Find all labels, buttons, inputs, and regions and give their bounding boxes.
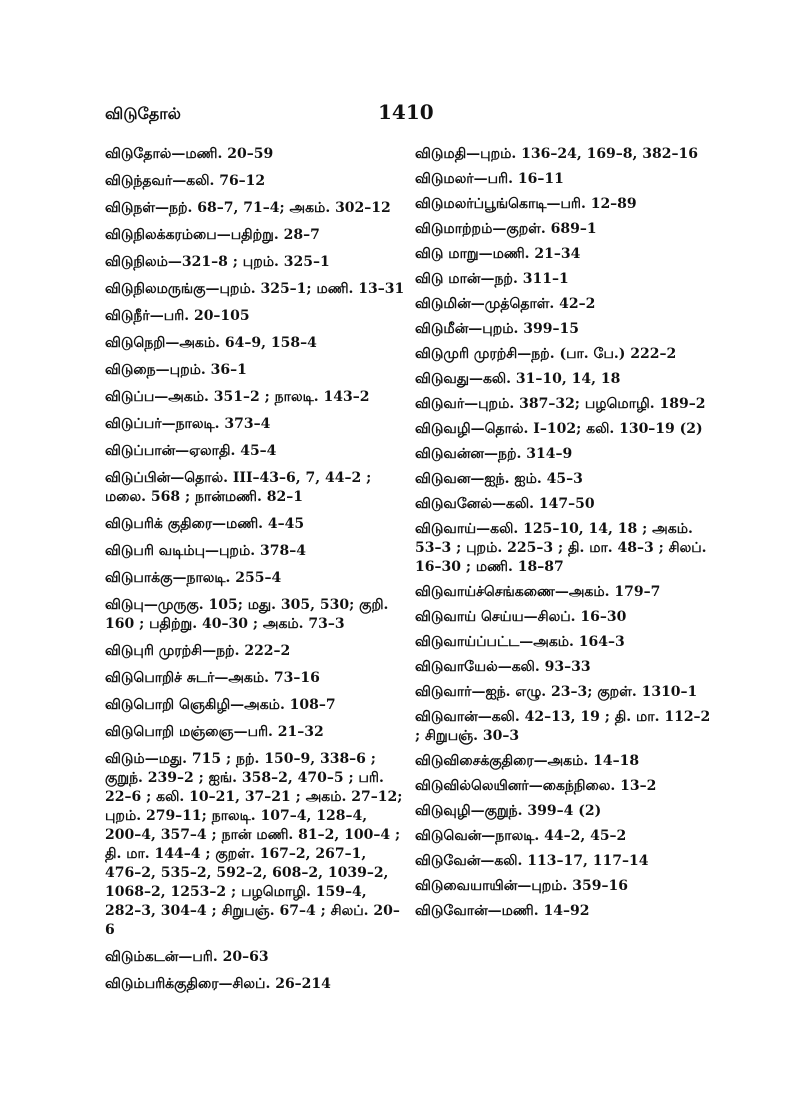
index-entry: விடுமின்—முத்தொள். 42–2 bbox=[415, 296, 596, 312]
running-head: விடுதோல் bbox=[105, 104, 181, 123]
index-entry: விடுவாயேல்—கலி. 93–33 bbox=[415, 659, 591, 675]
index-entry: விடுநிலக்கரம்பை—பதிற்று. 28–7 bbox=[105, 227, 320, 243]
right-column bbox=[415, 145, 715, 927]
index-entry: விடுவுழி—குறுந். 399–4 (2) bbox=[415, 803, 602, 819]
index-entry: விடுபொறிச் சுடர்—அகம். 73–16 bbox=[105, 670, 320, 686]
index-entry: விடுபொறி மஞ்ஞை—பரி. 21–32 bbox=[105, 724, 324, 740]
index-entry: விடுவோன்—மணி. 14–92 bbox=[415, 903, 590, 919]
index-entry: விடு மாறு—மணி. 21–34 bbox=[415, 246, 581, 262]
index-entry: விடுவர்—புறம். 387–32; பழமொழி. 189–2 bbox=[415, 396, 706, 412]
index-entry: விடுமதி—புறம். 136–24, 169–8, 382–16 bbox=[415, 146, 698, 162]
index-entry: விடுவது—கலி. 31–10, 14, 18 bbox=[415, 371, 621, 387]
index-entry: விடுப்ப—அகம். 351–2 ; நாலடி. 143–2 bbox=[105, 389, 370, 405]
index-entry: விடுப்பர்—நாலடி. 373–4 bbox=[105, 416, 271, 432]
index-entry: விடுவாய்—கலி. 125–10, 14, 18 ; அகம். 53–3 ; புறம். 225–3 ; தி. மா. 48–3 ; சிலப். 16–30 ; மணி. 18–87 bbox=[415, 521, 707, 575]
index-entry: விடுபாக்கு—நாலடி. 255–4 bbox=[105, 570, 282, 586]
index-entry: விடும்பரிக்குதிரை—சிலப். 26–214 bbox=[105, 976, 331, 992]
index-entry: விடுவையாயின்—புறம். 359–16 bbox=[415, 878, 629, 894]
index-entry: விடுப்பான்—ஏலாதி. 45–4 bbox=[105, 443, 277, 459]
index-entry: விடுவன்ன—நற். 314–9 bbox=[415, 446, 573, 462]
index-entry: விடுவாய் செய்ய—சிலப். 16–30 bbox=[415, 609, 627, 625]
index-entry: விடுமுரி முரற்சி—நற். (பா. பே.) 222–2 bbox=[415, 346, 677, 362]
index-entry: விடுபுரி முரற்சி—நற். 222–2 bbox=[105, 643, 291, 659]
index-entry: விடுப்பின்—தொல். III–43–6, 7, 44–2 ; மலை. 568 ; நான்மணி. 82–1 bbox=[105, 470, 372, 505]
index-entry: விடுநிலமருங்கு—புறம். 325–1; மணி. 13–31 bbox=[105, 281, 405, 297]
index-entry: விடுநீர்—பரி. 20–105 bbox=[105, 308, 250, 324]
index-entry: விடுபொறி ஞெகிழி—அகம். 108–7 bbox=[105, 697, 336, 713]
index-entry: விடுவென்—நாலடி. 44–2, 45–2 bbox=[415, 828, 627, 844]
index-entry: விடுவன—ஐந். ஐம். 45–3 bbox=[415, 471, 583, 487]
index-entry: விடுவாய்ச்செங்கணை—அகம். 179–7 bbox=[415, 584, 661, 600]
page-number: 1410 bbox=[378, 100, 434, 124]
index-entry: விடுமாற்றம்—குறள். 689–1 bbox=[415, 221, 597, 237]
index-entry: விடுவனேல்—கலி. 147–50 bbox=[415, 496, 595, 512]
index-entry: விடும்—மது. 715 ; நற். 150–9, 338–6 ; குறுந். 239–2 ; ஐங். 358–2, 470–5 ; பரி. 22–6 ; கலி. 10–21, 37–21 ; அகம். 27–12; புறம். 279–11; நாலடி. 107–4, 128–4, 200–4, 357–4 ; நான் மணி. 81–2, 100–4 ; தி. மா. 144–4 ; குறள். 167–2, 267–1, 476–2, 535–2, 592–2, 608–2, 1039–2, 1068–2, 1253–2 ; பழமொழி. 159–4, 282–3, 304–4 ; சிறுபஞ். 67–4 ; சிலப். 20–6 bbox=[105, 751, 403, 938]
index-entry: விடுமீன்—புறம். 399–15 bbox=[415, 321, 579, 337]
index-entry: விடுபரிக் குதிரை—மணி. 4–45 bbox=[105, 516, 305, 532]
index-entry: விடுநிலம்—321–8 ; புறம். 325–1 bbox=[105, 254, 330, 270]
index-entry: விடுவார்—ஐந். எழு. 23–3; குறள். 1310–1 bbox=[415, 684, 698, 700]
index-entry: விடுநை—புறம். 36–1 bbox=[105, 362, 247, 378]
index-entry: விடுந்தவர்—கலி. 76–12 bbox=[105, 173, 266, 189]
index-entry: விடுவாய்ப்பட்ட—அகம். 164–3 bbox=[415, 634, 625, 650]
index-entry: விடும்கடன்—பரி. 20–63 bbox=[105, 949, 269, 965]
index-entry: விடுமலர்—பரி. 16–11 bbox=[415, 171, 564, 187]
index-entry: விடுபு—முருகு. 105; மது. 305, 530; குறி. 160 ; பதிற்று. 40–30 ; அகம். 73–3 bbox=[105, 597, 389, 632]
index-entry: விடுநெறி—அகம். 64–9, 158–4 bbox=[105, 335, 317, 351]
index-entry: விடுபரி வடிம்பு—புறம். 378–4 bbox=[105, 543, 306, 559]
index-entry: விடுதோல்—மணி. 20–59 bbox=[105, 146, 274, 162]
index-entry: விடு மான்—நற். 311–1 bbox=[415, 271, 569, 287]
left-column bbox=[105, 145, 405, 1002]
index-entry: விடுவழி—தொல். I–102; கலி. 130–19 (2) bbox=[415, 421, 703, 437]
index-entry: விடுமலர்ப்பூங்கொடி—பரி. 12–89 bbox=[415, 196, 637, 212]
index-entry: விடுநள்—நற். 68–7, 71–4; அகம். 302–12 bbox=[105, 200, 391, 216]
index-entry: விடுவான்—கலி. 42–13, 19 ; தி. மா. 112–2 ; சிறுபஞ். 30–3 bbox=[415, 709, 711, 744]
index-entry: விடுவேன்—கலி. 113–17, 117–14 bbox=[415, 853, 649, 869]
index-entry: விடுவிசைக்குதிரை—அகம். 14–18 bbox=[415, 753, 640, 769]
index-entry: விடுவில்லெயினர்—கைந்நிலை. 13–2 bbox=[415, 778, 657, 794]
